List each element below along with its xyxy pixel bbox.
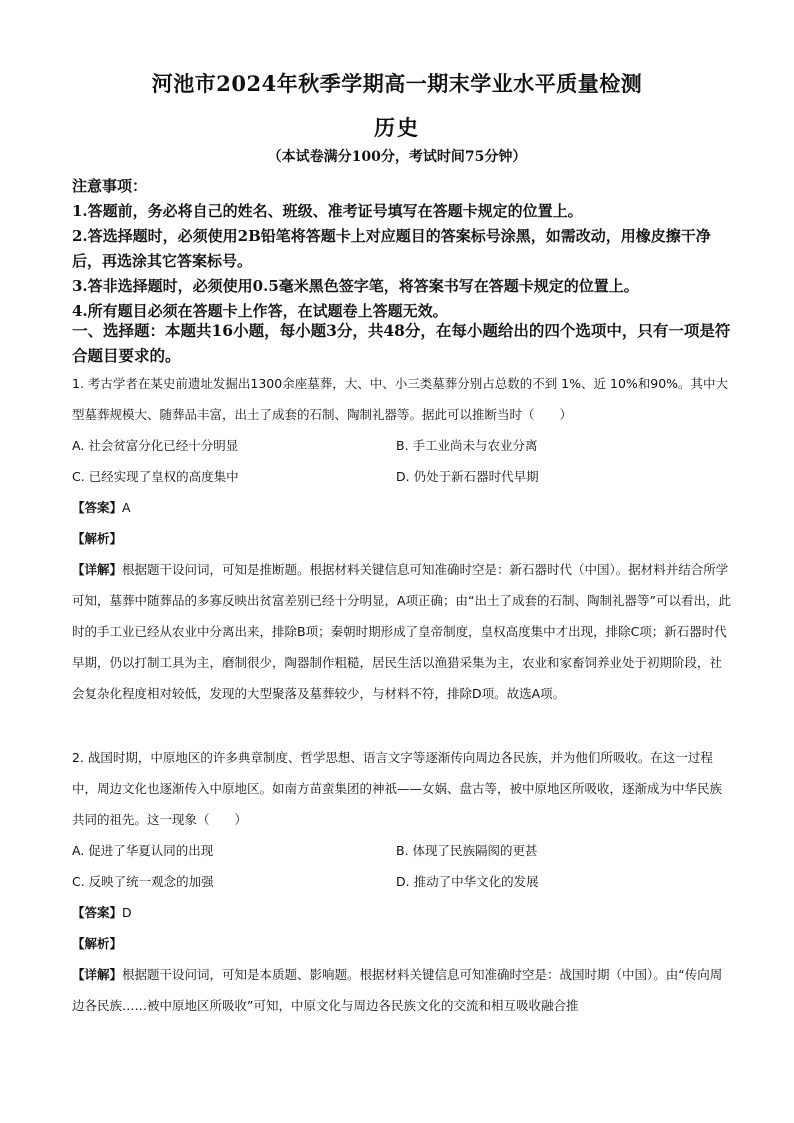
question-stem: 2. 战国时期，中原地区的许多典章制度、哲学思想、语言文字等逐渐传向周边各民族，并为他们所吸收。在这一过程中，周边文化也逐渐传入中原地区。如南方苗蛮集团的神祇——女娲、盘古等，被中原地区所吸收，逐渐成为中华民族共同的祖先。这一现象（ ）	[72, 750, 723, 827]
option-grid	[72, 835, 734, 897]
option-b: B. 手工业尚未与农业分离	[396, 438, 538, 453]
detail-label: 【详解】	[72, 562, 123, 577]
question-1	[72, 368, 734, 709]
detail-text: 根据题干设问词，可知是推断题。根据材料关键信息可知准确时空是：新石器时代（中国）。据材料并结合所学可知，墓葬中随葬品的多寡反映出贫富差别已经十分明显，A项正确；由“出土了成套的石制、陶制礼器等”可以看出，此时的手工业已经从农业中分离出来，排除B项；秦朝时期形成了皇帝制度，皇权高度集中才出现，排除C项；新石器时代早期，仍以打制工具为主，磨制很少，陶器制作粗糙，居民生活以渔猎采集为主，农业和家畜饲养业处于初期阶段，社会复杂化程度相对较低，发现的大型聚落及墓葬较少，与材料不符，排除D项。故选A项。	[72, 562, 732, 701]
option-d: D. 推动了中华文化的发展	[396, 874, 539, 889]
detail-paragraph	[72, 959, 734, 1021]
detail-label: 【详解】	[72, 967, 123, 982]
exam-info: （本试卷满分100分，考试时间75分钟）	[267, 149, 527, 165]
answer-label: 【答案】	[72, 905, 123, 920]
notes-heading: 注意事项：	[72, 177, 148, 195]
answer-value: D	[122, 905, 132, 920]
section-heading-block	[72, 318, 732, 368]
exam-title: 河池市2024年秋季学期高一期末学业水平质量检测	[151, 71, 643, 96]
note-item: 4.所有题目必须在答题卡上作答，在试题卷上答题无效。	[72, 302, 448, 320]
option-a: A. 促进了华夏认同的出现	[72, 843, 214, 858]
note-item: 2.答选择题时，必须使用2B铅笔将答题卡上对应题目的答案标号涂黑，如需改动，用橡皮擦干净后，再选涂其它答案标号。	[72, 227, 711, 270]
option-a: A. 社会贫富分化已经十分明显	[72, 438, 239, 453]
detail-text: 根据题干设问词，可知是本质题、影响题。根据材料关键信息可知准确时空是：战国时期（中国）。由“传向周边各民族……被中原地区所吸收”可知，中原文化与周边各民族文化的交流和相互吸收融合推	[72, 967, 723, 1013]
option-d: D. 仍处于新石器时代早期	[396, 469, 539, 484]
question-2	[72, 742, 734, 1021]
note-item: 3.答非选择题时，必须使用0.5毫米黑色签字笔，将答案书写在答题卡规定的位置上。	[72, 277, 639, 295]
detail-paragraph	[72, 554, 734, 709]
subject-title: 历史	[374, 115, 420, 140]
question-stem: 1. 考古学者在某史前遗址发掘出1300余座墓葬，大、中、小三类墓葬分别占总数的不到 1%、近 10%和90%。其中大型墓葬规模大、随葬品丰富，出土了成套的石制、陶制礼器等。据此可以推断当时（ ）	[72, 376, 729, 422]
analysis-label: 【解析】	[72, 531, 123, 546]
option-b: B. 体现了民族隔阂的更甚	[396, 843, 538, 858]
option-grid	[72, 430, 734, 492]
analysis-label: 【解析】	[72, 936, 123, 951]
answer-value: A	[122, 500, 131, 515]
option-c: C. 反映了统一观念的加强	[72, 874, 214, 889]
notes-block	[72, 174, 732, 324]
option-c: C. 已经实现了皇权的高度集中	[72, 469, 239, 484]
answer-line	[72, 492, 734, 523]
answer-line	[72, 897, 734, 928]
section-heading: 一、选择题：本题共16小题，每小题3分，共48分，在每小题给出的四个选项中，只有一项是符合题目要求的。	[72, 321, 731, 365]
note-item: 1.答题前，务必将自己的姓名、班级、准考证号填写在答题卡规定的位置上。	[72, 202, 583, 220]
answer-label: 【答案】	[72, 500, 123, 515]
